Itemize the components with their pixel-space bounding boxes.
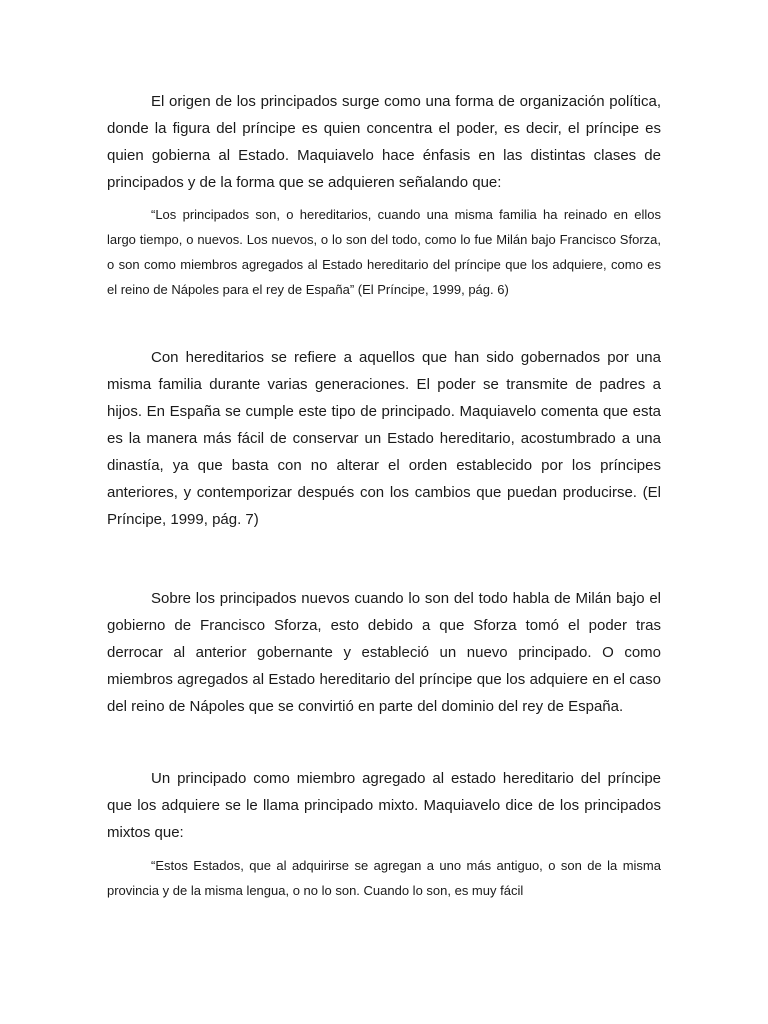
- body-paragraph-nuevos: Sobre los principados nuevos cuando lo son del todo habla de Milán bajo el gobierno de Francisco Sforza, esto debido a que Sforza tomó el poder tras derrocar al anterior gobernante y estableció un nuevo principado. O como miembros agregados al Estado hereditario del príncipe que los adquiere en el caso del reino de Nápoles que se convirtió en parte del dominio del rey de España.: [107, 590, 661, 715]
- document-page: [107, 88, 661, 903]
- body-paragraph-mixtos: Un principado como miembro agregado al estado hereditario del príncipe que los adquiere se le llama principado mixto. Maquiavelo dice de los principados mixtos que:: [107, 770, 661, 841]
- block-quote-estados: “Estos Estados, que al adquirirse se agregan a uno más antiguo, o son de la misma provincia y de la misma lengua, o no lo son. Cuando lo son, es muy fácil: [107, 858, 661, 898]
- block-quote-principados: “Los principados son, o hereditarios, cuando una misma familia ha reinado en ellos largo tiempo, o nuevos. Los nuevos, o lo son del todo, como lo fue Milán bajo Francisco Sforza, o son como miembros agregados al Estado hereditario del príncipe que los adquiere, como es el reino de Nápoles para el rey de España” (El Príncipe, 1999, pág. 6): [107, 207, 661, 297]
- body-paragraph-hereditarios: Con hereditarios se refiere a aquellos que han sido gobernados por una misma familia durante varias generaciones. El poder se transmite de padres a hijos. En España se cumple este tipo de principado. Maquiavelo comenta que esta es la manera más fácil de conservar un Estado hereditario, acostumbrado a una dinastía, ya que basta con no alterar el orden establecido por los príncipes anteriores, y contemporizar después con los cambios que puedan producirse. (El Príncipe, 1999, pág. 7): [107, 349, 661, 528]
- body-paragraph-origin: El origen de los principados surge como una forma de organización política, donde la figura del príncipe es quien concentra el poder, es decir, el príncipe es quien gobierna al Estado. Maquiavelo hace énfasis en las distintas clases de principados y de la forma que se adquieren señalando que:: [107, 93, 661, 191]
